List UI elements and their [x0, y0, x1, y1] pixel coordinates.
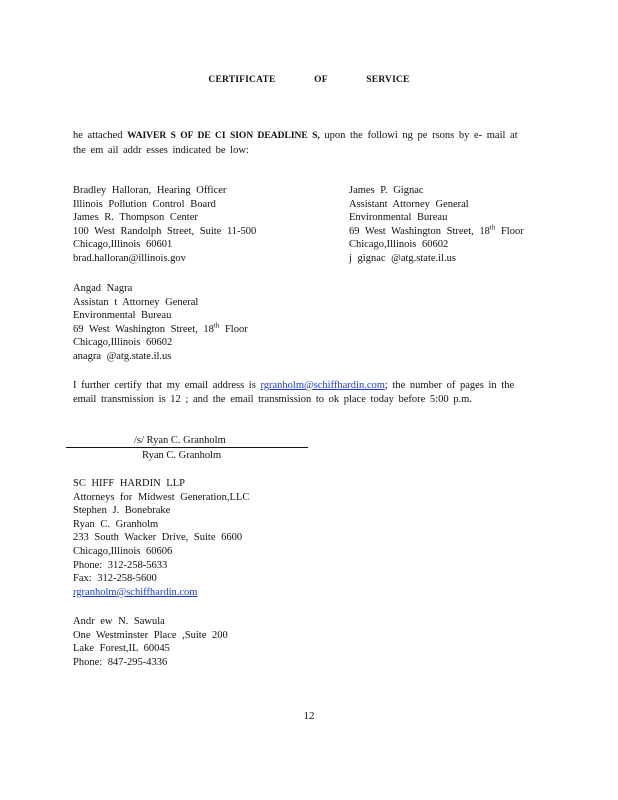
- firm-block: [73, 477, 249, 599]
- attorney-address: One Westminster Place ,Suite 200: [73, 629, 228, 641]
- firm-attorney: Stephen J. Bonebrake: [73, 505, 171, 517]
- recipient-line: James R. Thompson Center: [73, 212, 198, 224]
- title-word-of: OF: [314, 75, 328, 85]
- recipient-email: brad.halloran@illinois.gov: [73, 252, 186, 264]
- recipient-right-block: [349, 184, 524, 266]
- recipient-title: Assistant Attorney General: [349, 198, 469, 210]
- recipient-name: James P. Gignac: [349, 185, 424, 196]
- recipient-address: 69 West Washington Street, 18th Floor: [349, 223, 524, 237]
- signature-printed: Ryan C. Granholm: [142, 450, 222, 461]
- firm-phone: Phone: 312-258-5633: [73, 559, 168, 571]
- firm-email-link[interactable]: rgranholm@schiffhardin.com: [73, 586, 198, 598]
- recipient-city: Chicago,Illinois 60602: [73, 337, 173, 349]
- firm-name: SC HIFF HARDIN LLP: [73, 478, 185, 489]
- recipient-bureau: Environmental Bureau: [73, 310, 172, 322]
- attorney-name: Andr ew N. Sawula: [73, 616, 165, 627]
- title-word-certificate: CERTIFICATE: [208, 75, 276, 85]
- intro-suffix: upon the followi ng pe rsons by e- mail at the em ail addr esses indicated be low:: [73, 130, 518, 156]
- recipient-line: Illinois Pollution Control Board: [73, 198, 216, 210]
- recipient-email: anagra @atg.state.il.us: [73, 350, 172, 362]
- firm-address: 233 South Wacker Drive, Suite 6600: [73, 532, 243, 544]
- attorney-phone: Phone: 847-295-4336: [73, 656, 168, 668]
- certify-suffix: ; the number of pages in the email transmission is 12 ; and the email transmission to ok place today before 5:00 p.m.: [73, 380, 515, 405]
- page-number: 12: [303, 710, 315, 722]
- intro-paragraph: [73, 129, 533, 157]
- firm-city: Chicago,Illinois 60606: [73, 545, 173, 557]
- certify-email-link[interactable]: rgranholm@schiffhardin.com: [260, 380, 385, 391]
- firm-role: Attorneys for Midwest Generation,LLC: [73, 491, 250, 503]
- recipient-title: Assistan t Attorney General: [73, 296, 199, 308]
- recipient-address: 69 West Washington Street, 18th Floor: [73, 321, 248, 335]
- signature-signed: /s/ Ryan C. Granholm: [134, 435, 226, 446]
- recipient-third-block: [73, 282, 248, 364]
- recipient-line: Chicago,Illinois 60601: [73, 239, 173, 251]
- firm-attorney: Ryan C. Granholm: [73, 518, 159, 530]
- intro-prefix: he attached: [73, 130, 128, 141]
- signature-line: [66, 447, 308, 448]
- page-title: [0, 74, 618, 88]
- recipient-left-block: [73, 184, 256, 266]
- second-attorney-block: [73, 615, 228, 669]
- recipient-city: Chicago,Illinois 60602: [349, 239, 449, 251]
- recipient-email: j gignac @atg.state.il.us: [349, 252, 456, 264]
- title-word-service: SERVICE: [366, 75, 410, 85]
- recipient-line: 100 West Randolph Street, Suite 11-500: [73, 225, 257, 237]
- recipient-name: Angad Nagra: [73, 283, 133, 294]
- certify-prefix: I further certify that my email address is: [73, 380, 261, 391]
- recipient-bureau: Environmental Bureau: [349, 212, 448, 224]
- firm-fax: Fax: 312-258-5600: [73, 573, 157, 585]
- recipient-line: Bradley Halloran, Hearing Officer: [73, 185, 227, 196]
- document-name: WAIVER S OF DE CI SION DEADLINE S,: [127, 131, 320, 141]
- attorney-city: Lake Forest,IL 60045: [73, 643, 170, 655]
- certify-paragraph: [73, 379, 533, 406]
